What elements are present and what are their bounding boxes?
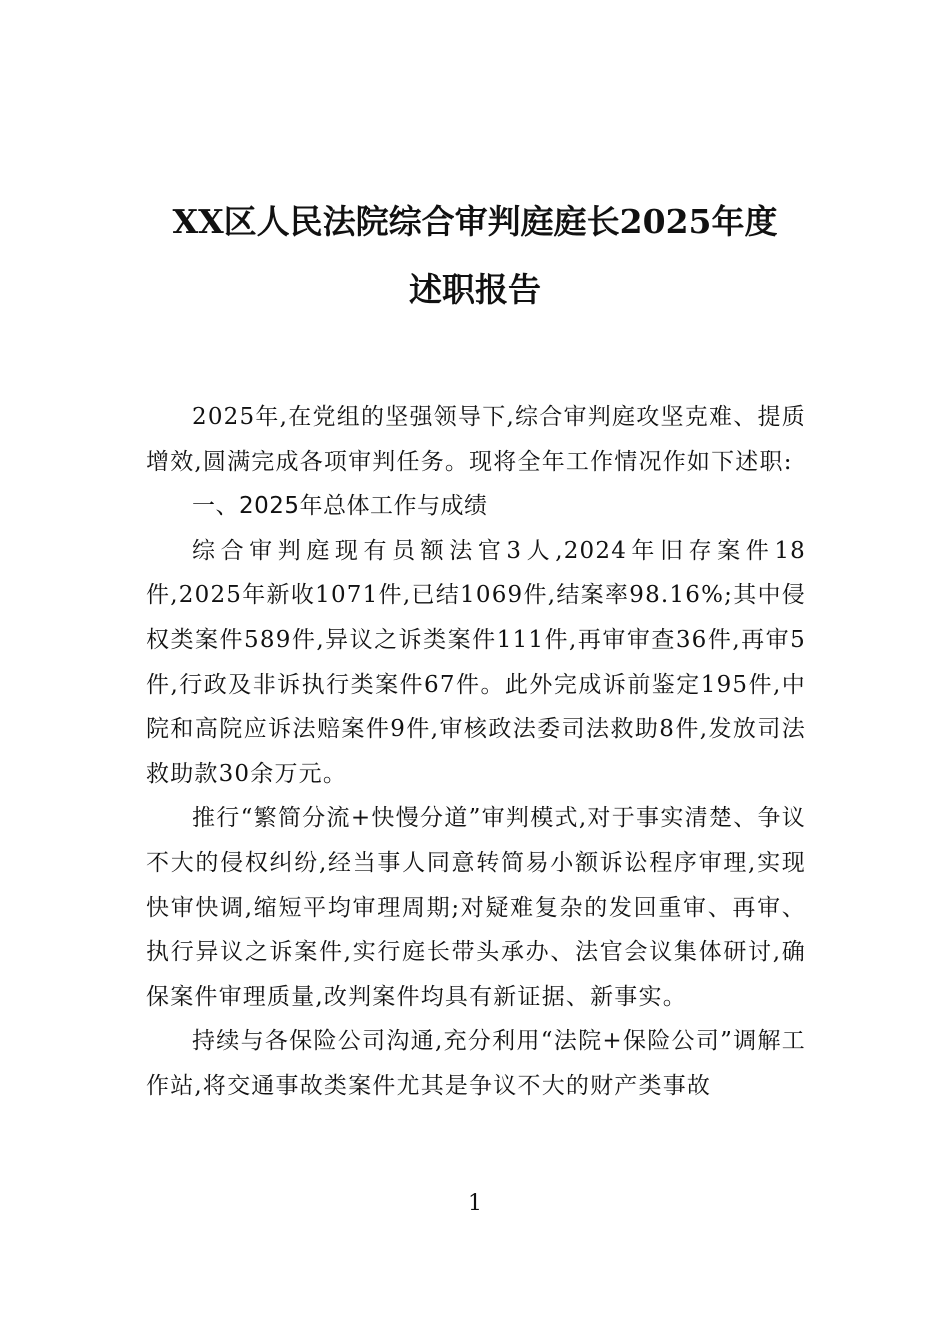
intro-paragraph: 2025年,在党组的坚强领导下,综合审判庭攻坚克难、提质增效,圆满完成各项审判任务。现将全年工作情况作如下述职:: [146, 404, 806, 475]
body-paragraph-2: 推行“繁简分流+快慢分道”审判模式,对于事实清楚、争议不大的侵权纠纷,经当事人同意转简易小额诉讼程序审理,实现快审快调,缩短平均审理周期;对疑难复杂的发回重审、再审、执行异议之诉案件,实行庭长带头承办、法官会议集体研讨,确保案件审理质量,改判案件均具有新证据、新事实。: [146, 805, 806, 1010]
body-paragraph-1: 综合审判庭现有员额法官3人,2024年旧存案件18件,2025年新收1071件,已结1069件,结案率98.16%;其中侵权类案件589件,异议之诉类案件111件,再审审查36件,再审5件,行政及非诉执行类案件67件。此外完成诉前鉴定195件,中院和高院应诉法赔案件9件,审核政法委司法救助8件,发放司法救助款30余万元。: [146, 537, 806, 787]
document-body: [146, 395, 806, 1109]
document-title: [100, 188, 850, 324]
title-line-2: 述职报告: [409, 270, 541, 309]
section-heading-1: 一、2025年总体工作与成绩: [192, 493, 488, 520]
title-line-1: XX区人民法院综合审判庭庭长2025年度: [172, 202, 778, 241]
page-number: 1: [468, 1191, 482, 1216]
body-paragraph-3: 持续与各保险公司沟通,充分利用“法院+保险公司”调解工作站,将交通事故类案件尤其是争议不大的财产类事故: [146, 1028, 806, 1099]
